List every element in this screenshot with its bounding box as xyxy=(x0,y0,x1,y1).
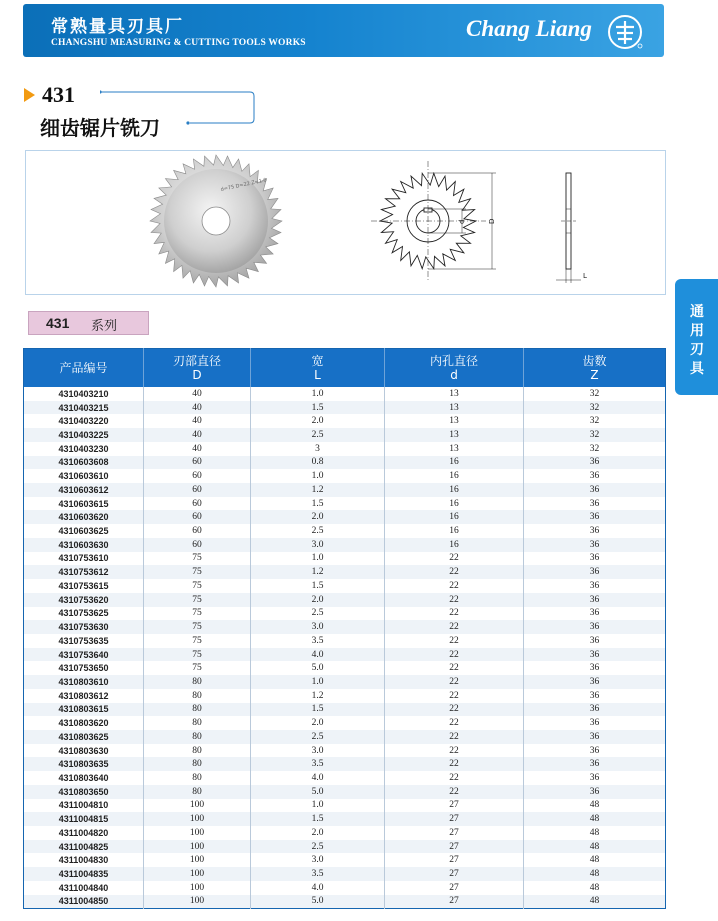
table-cell: 100 xyxy=(144,840,251,854)
table-cell: 60 xyxy=(144,497,251,511)
table-cell: 4310753612 xyxy=(24,565,144,579)
blade-marking: d=75 D=22 Z=1.0 xyxy=(220,177,268,193)
table-cell: 60 xyxy=(144,456,251,470)
table-cell: 22 xyxy=(385,593,524,607)
saw-blade-side-view xyxy=(556,173,581,283)
table-cell: 16 xyxy=(385,483,524,497)
table-cell: 32 xyxy=(524,387,666,401)
table-cell: 1.2 xyxy=(251,565,385,579)
table-cell: 5.0 xyxy=(251,785,385,799)
table-cell: 2.5 xyxy=(251,730,385,744)
table-cell: 4310753635 xyxy=(58,635,109,646)
company-name-cn: 常熟量具刃具厂 xyxy=(51,17,184,37)
table-cell: 4310803625 xyxy=(24,730,144,744)
table-row xyxy=(24,771,666,785)
table-cell: 4310753615 xyxy=(58,580,109,591)
table-cell: 5.0 xyxy=(251,661,385,675)
table-cell: 13 xyxy=(385,428,524,442)
table-cell: 4310803612 xyxy=(58,690,109,701)
table-cell: 27 xyxy=(385,812,524,826)
series-label xyxy=(28,311,149,335)
table-cell: 4310753620 xyxy=(24,593,144,607)
table-cell: 36 xyxy=(524,469,666,483)
column-header: 齿数 Z xyxy=(524,349,666,388)
table-cell: 36 xyxy=(524,661,666,675)
table-cell: 4310603608 xyxy=(24,456,144,470)
table-cell: 48 xyxy=(524,895,666,909)
table-cell: 36 xyxy=(524,607,666,621)
table-cell: 16 xyxy=(385,524,524,538)
table-cell: 4310603630 xyxy=(24,538,144,552)
table-row xyxy=(24,414,666,428)
table-cell: 2.5 xyxy=(251,524,385,538)
table-cell: 22 xyxy=(385,579,524,593)
table-cell: 16 xyxy=(385,456,524,470)
table-cell: 1.0 xyxy=(251,799,385,813)
table-row xyxy=(24,826,666,840)
table-cell: 75 xyxy=(144,593,251,607)
table-cell: 1.2 xyxy=(251,483,385,497)
table-cell: 36 xyxy=(524,689,666,703)
table-cell: 22 xyxy=(385,552,524,566)
table-cell: 80 xyxy=(144,757,251,771)
table-cell: 2.0 xyxy=(251,510,385,524)
table-cell: 4311004830 xyxy=(58,855,109,866)
table-cell: 75 xyxy=(144,634,251,648)
table-cell: 4310603625 xyxy=(58,526,109,537)
table-cell: 75 xyxy=(144,620,251,634)
table-row xyxy=(24,744,666,758)
table-cell: 1.0 xyxy=(251,675,385,689)
table-cell: 36 xyxy=(524,483,666,497)
table-row xyxy=(24,840,666,854)
table-cell: 2.0 xyxy=(251,826,385,840)
table-cell: 48 xyxy=(524,840,666,854)
table-cell: 4310403210 xyxy=(58,388,109,399)
table-row xyxy=(24,552,666,566)
table-cell: 4310603610 xyxy=(58,471,109,482)
table-cell: 75 xyxy=(144,607,251,621)
table-cell: 4311004810 xyxy=(58,800,109,811)
changliang-logo-icon xyxy=(607,14,643,50)
table-row xyxy=(24,469,666,483)
table-row xyxy=(24,661,666,675)
table-cell: 4.0 xyxy=(251,881,385,895)
table-cell: 100 xyxy=(144,812,251,826)
table-cell: 4310403215 xyxy=(24,401,144,415)
table-cell: 40 xyxy=(144,414,251,428)
product-figure xyxy=(25,150,666,295)
table-cell: 36 xyxy=(524,565,666,579)
table-cell: 4.0 xyxy=(251,771,385,785)
table-cell: 80 xyxy=(144,730,251,744)
table-row xyxy=(24,510,666,524)
table-row xyxy=(24,428,666,442)
table-row xyxy=(24,456,666,470)
table-cell: 22 xyxy=(385,675,524,689)
table-cell: 36 xyxy=(524,648,666,662)
table-cell: 4310803615 xyxy=(24,703,144,717)
table-cell: 36 xyxy=(524,785,666,799)
table-cell: 16 xyxy=(385,510,524,524)
table-row xyxy=(24,785,666,799)
table-row xyxy=(24,799,666,813)
table-cell: 4310803620 xyxy=(58,718,109,729)
table-cell: 40 xyxy=(144,387,251,401)
table-cell: 36 xyxy=(524,524,666,538)
table-cell: 4310753610 xyxy=(58,553,109,564)
table-cell: 5.0 xyxy=(251,895,385,909)
table-cell: 22 xyxy=(385,771,524,785)
table-cell: 13 xyxy=(385,401,524,415)
table-cell: 80 xyxy=(144,689,251,703)
table-row xyxy=(24,483,666,497)
table-cell: 1.5 xyxy=(251,497,385,511)
table-cell: 36 xyxy=(524,675,666,689)
table-cell: 22 xyxy=(385,648,524,662)
table-row xyxy=(24,716,666,730)
table-row xyxy=(24,757,666,771)
table-cell: 75 xyxy=(144,661,251,675)
table-cell: 3.5 xyxy=(251,634,385,648)
table-cell: 48 xyxy=(524,799,666,813)
table-cell: 36 xyxy=(524,620,666,634)
table-cell: 3.0 xyxy=(251,853,385,867)
table-row xyxy=(24,867,666,881)
title-arrow-icon xyxy=(24,88,35,102)
table-cell: 32 xyxy=(524,401,666,415)
table-cell: 3.5 xyxy=(251,867,385,881)
table-row xyxy=(24,579,666,593)
table-cell: 3.5 xyxy=(251,757,385,771)
table-cell: 40 xyxy=(144,428,251,442)
table-cell: 0.8 xyxy=(251,456,385,470)
column-header: 宽 L xyxy=(251,349,385,388)
table-cell: 80 xyxy=(144,703,251,717)
table-cell: 13 xyxy=(385,414,524,428)
table-cell: 36 xyxy=(524,703,666,717)
table-cell: 48 xyxy=(524,881,666,895)
table-row xyxy=(24,538,666,552)
table-cell: 75 xyxy=(144,552,251,566)
table-row xyxy=(24,524,666,538)
table-cell: 36 xyxy=(524,456,666,470)
brand-name: Chang Liang xyxy=(466,16,592,41)
table-cell: 60 xyxy=(144,524,251,538)
table-row xyxy=(24,387,666,401)
saw-blade-front-view xyxy=(371,161,496,281)
table-header-row xyxy=(24,349,666,388)
table-cell: 32 xyxy=(524,428,666,442)
table-cell: 75 xyxy=(144,565,251,579)
side-category-tab xyxy=(675,279,718,395)
table-cell: 100 xyxy=(144,895,251,909)
table-cell: 40 xyxy=(144,442,251,456)
table-row xyxy=(24,730,666,744)
table-cell: 36 xyxy=(524,510,666,524)
table-cell: 80 xyxy=(144,716,251,730)
table-cell: 36 xyxy=(524,771,666,785)
table-cell: 4311004825 xyxy=(24,840,144,854)
table-cell: 4310803610 xyxy=(24,675,144,689)
table-cell: 100 xyxy=(144,826,251,840)
side-tab-char: 具 xyxy=(690,361,704,377)
table-cell: 4311004815 xyxy=(24,812,144,826)
table-cell: 16 xyxy=(385,497,524,511)
table-cell: 60 xyxy=(144,510,251,524)
table-cell: 27 xyxy=(385,881,524,895)
table-cell: 48 xyxy=(524,826,666,840)
table-cell: 4310753630 xyxy=(24,620,144,634)
table-cell: 1.0 xyxy=(251,552,385,566)
table-cell: 4311004820 xyxy=(58,827,109,838)
table-row xyxy=(24,648,666,662)
table-cell: 22 xyxy=(385,565,524,579)
table-cell: 32 xyxy=(524,442,666,456)
table-cell: 80 xyxy=(144,675,251,689)
table-cell: 32 xyxy=(524,414,666,428)
table-cell: 2.5 xyxy=(251,607,385,621)
table-cell: 80 xyxy=(144,785,251,799)
table-cell: 4310403225 xyxy=(24,428,144,442)
table-cell: 22 xyxy=(385,634,524,648)
table-cell: 4310803630 xyxy=(58,745,109,756)
table-cell: 13 xyxy=(385,442,524,456)
side-tab-char: 用 xyxy=(690,323,704,339)
table-cell: 48 xyxy=(524,812,666,826)
table-cell: 36 xyxy=(524,593,666,607)
table-row xyxy=(24,593,666,607)
table-cell: 27 xyxy=(385,799,524,813)
table-cell: 80 xyxy=(144,771,251,785)
table-body xyxy=(24,387,666,909)
table-cell: 2.0 xyxy=(251,716,385,730)
dim-D-label: D xyxy=(488,218,496,224)
table-cell: 4310403220 xyxy=(58,416,109,427)
table-cell: 27 xyxy=(385,853,524,867)
table-cell: 22 xyxy=(385,744,524,758)
table-cell: 4311004835 xyxy=(24,867,144,881)
table-cell: 1.2 xyxy=(251,689,385,703)
series-text: 系列 xyxy=(91,319,118,334)
table-cell: 60 xyxy=(144,538,251,552)
product-code: 431 xyxy=(42,82,75,107)
table-cell: 36 xyxy=(524,716,666,730)
table-cell: 22 xyxy=(385,661,524,675)
table-row xyxy=(24,401,666,415)
table-row xyxy=(24,565,666,579)
company-name-en: CHANGSHU MEASURING & CUTTING TOOLS WORKS xyxy=(51,38,306,48)
table-row xyxy=(24,675,666,689)
table-cell: 100 xyxy=(144,881,251,895)
table-cell: 36 xyxy=(524,744,666,758)
table-row xyxy=(24,497,666,511)
table-cell: 2.0 xyxy=(251,414,385,428)
side-tab-char: 通 xyxy=(690,304,704,320)
table-cell: 100 xyxy=(144,867,251,881)
table-cell: 4310803640 xyxy=(58,772,109,783)
table-cell: 100 xyxy=(144,853,251,867)
table-cell: 100 xyxy=(144,799,251,813)
side-tab-char: 刃 xyxy=(690,342,704,358)
table-cell: 22 xyxy=(385,689,524,703)
table-cell: 1.5 xyxy=(251,703,385,717)
table-cell: 27 xyxy=(385,895,524,909)
table-row xyxy=(24,881,666,895)
saw-blade-photo xyxy=(150,155,282,287)
table-cell: 2.5 xyxy=(251,840,385,854)
table-cell: 36 xyxy=(524,538,666,552)
table-cell: 48 xyxy=(524,867,666,881)
saw-blade-drawings xyxy=(26,151,665,294)
table-cell: 4310753625 xyxy=(58,608,109,619)
header-banner xyxy=(23,4,664,57)
table-cell: 1.0 xyxy=(251,469,385,483)
column-header: 刃部直径 D xyxy=(144,349,251,388)
table-row xyxy=(24,703,666,717)
table-cell: 4310603615 xyxy=(58,498,109,509)
dim-L-label: L xyxy=(583,272,587,280)
table-cell: 22 xyxy=(385,785,524,799)
table-cell: 80 xyxy=(144,744,251,758)
table-cell: 1.0 xyxy=(251,387,385,401)
table-cell: 1.5 xyxy=(251,579,385,593)
table-row xyxy=(24,895,666,909)
table-cell: 3.0 xyxy=(251,538,385,552)
table-cell: 22 xyxy=(385,757,524,771)
table-cell: 4311004850 xyxy=(24,895,144,909)
table-cell: 3 xyxy=(251,442,385,456)
table-cell: 36 xyxy=(524,757,666,771)
spec-table xyxy=(23,348,665,909)
table-cell: 3.0 xyxy=(251,620,385,634)
table-row xyxy=(24,607,666,621)
table-cell: 4310803650 xyxy=(24,785,144,799)
table-row xyxy=(24,634,666,648)
table-cell: 1.5 xyxy=(251,812,385,826)
table-cell: 4311004840 xyxy=(58,882,109,893)
table-cell: 36 xyxy=(524,497,666,511)
column-header: 内孔直径 d xyxy=(385,349,524,388)
table-cell: 75 xyxy=(144,648,251,662)
table-row xyxy=(24,620,666,634)
table-cell: 36 xyxy=(524,634,666,648)
table-cell: 36 xyxy=(524,552,666,566)
series-code: 431 xyxy=(46,315,70,331)
table-row xyxy=(24,812,666,826)
table-cell: 22 xyxy=(385,607,524,621)
table-cell: 22 xyxy=(385,703,524,717)
table-cell: 2.0 xyxy=(251,593,385,607)
table-cell: 4310803635 xyxy=(24,757,144,771)
table-cell: 22 xyxy=(385,730,524,744)
column-header: 产品编号 xyxy=(24,349,144,388)
table-cell: 16 xyxy=(385,469,524,483)
dim-d-label: d xyxy=(458,219,466,224)
table-cell: 2.5 xyxy=(251,428,385,442)
table-cell: 27 xyxy=(385,826,524,840)
table-cell: 4310753650 xyxy=(58,663,109,674)
table-cell: 60 xyxy=(144,483,251,497)
table-row xyxy=(24,442,666,456)
table-row xyxy=(24,689,666,703)
table-cell: 75 xyxy=(144,579,251,593)
table-cell: 4310603620 xyxy=(24,510,144,524)
table-cell: 22 xyxy=(385,716,524,730)
table-cell: 27 xyxy=(385,840,524,854)
table-cell: 22 xyxy=(385,620,524,634)
table-cell: 1.5 xyxy=(251,401,385,415)
table-cell: 4310753640 xyxy=(24,648,144,662)
table-cell: 13 xyxy=(385,387,524,401)
table-cell: 40 xyxy=(144,401,251,415)
title-bracket xyxy=(100,90,255,125)
table-cell: 27 xyxy=(385,867,524,881)
table-cell: 4.0 xyxy=(251,648,385,662)
table-cell: 36 xyxy=(524,579,666,593)
product-name: 细齿锯片铣刀 xyxy=(40,116,160,140)
table-cell: 4310403230 xyxy=(58,443,109,454)
table-cell: 4310603612 xyxy=(24,483,144,497)
table-row xyxy=(24,853,666,867)
table-cell: 16 xyxy=(385,538,524,552)
table-cell: 3.0 xyxy=(251,744,385,758)
table-cell: 48 xyxy=(524,853,666,867)
table-cell: 36 xyxy=(524,730,666,744)
table-cell: 60 xyxy=(144,469,251,483)
